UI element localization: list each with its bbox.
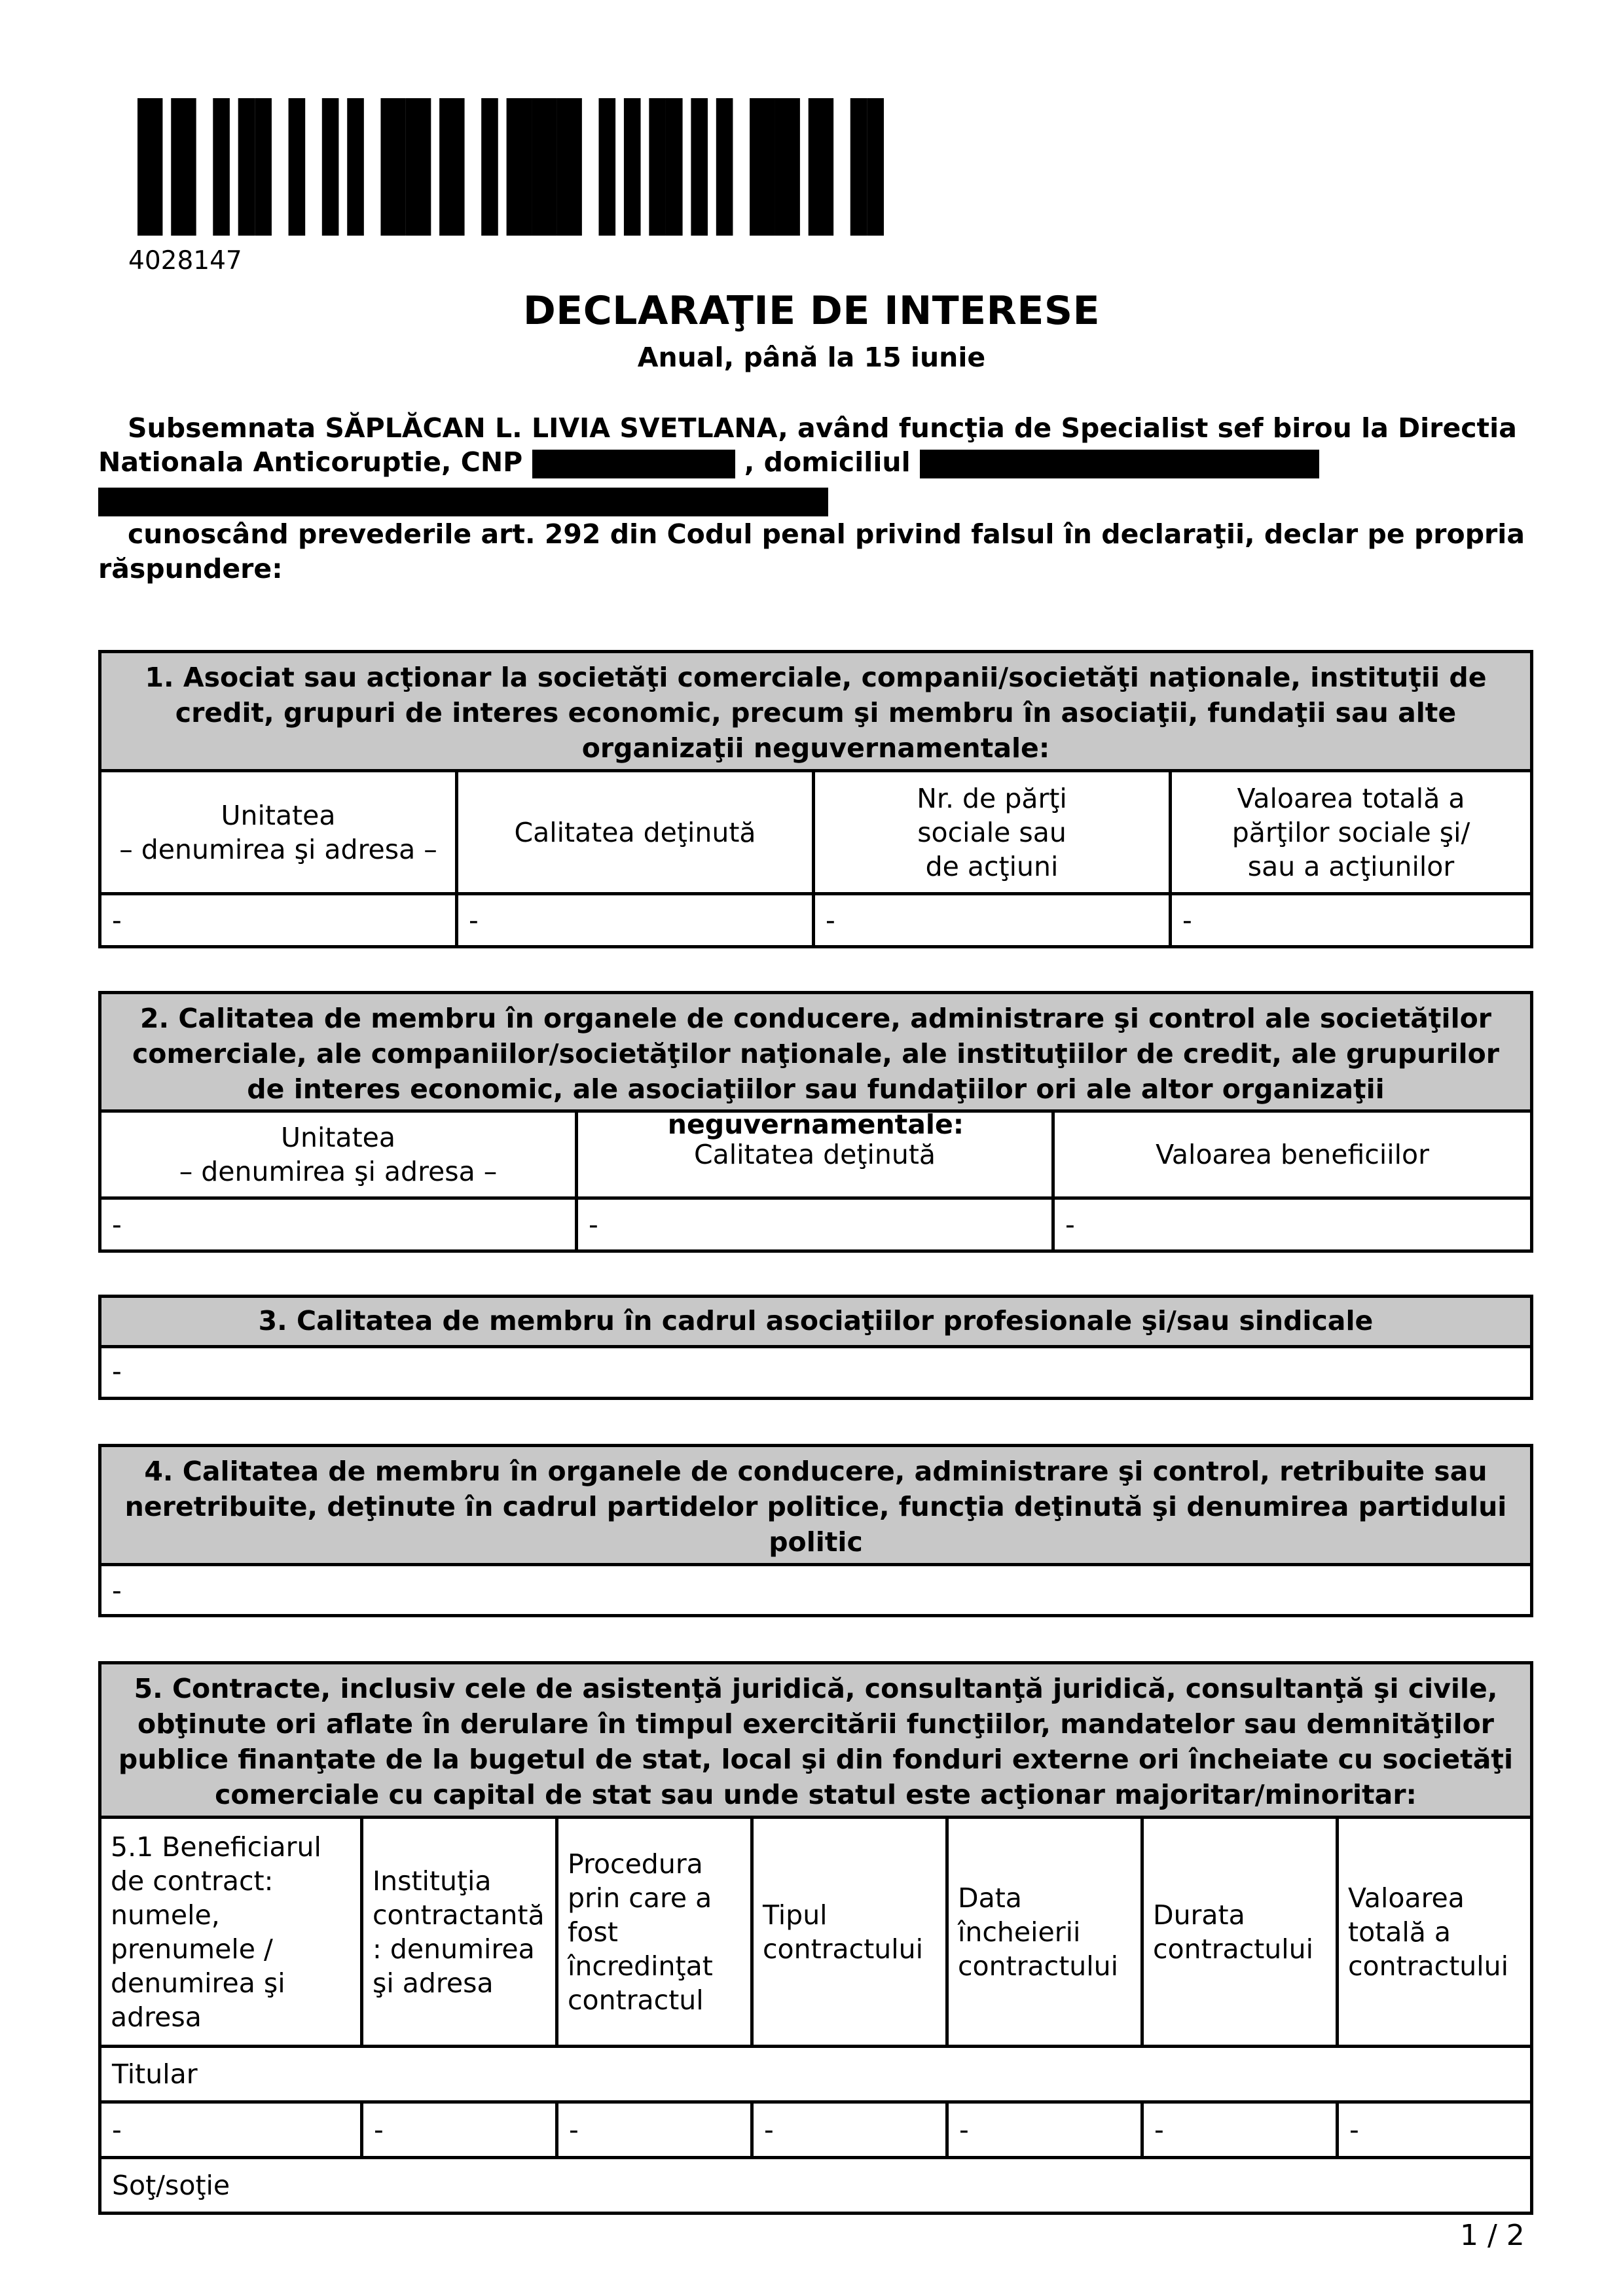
table-row <box>101 1566 1530 1614</box>
section-1-header-row <box>101 772 1530 892</box>
table-cell: - <box>101 895 458 945</box>
section-4-table <box>98 1444 1533 1617</box>
barcode-bar <box>809 98 833 236</box>
section-1-title: 1. Asociat sau acţionar la societăţi comerciale, companii/societăţi naţionale, instituţii de credit, grupuri de interes economic, precum şi membru în asociaţii, fundaţii sau alte organizaţii neguvernamentale: <box>101 653 1530 772</box>
section-2-title: 2. Calitatea de membru în organele de conducere, administrare şi control ale societăţilor comerciale, ale companiilor/societăţilor naţionale, ale instituţiilor de credit, ale grupurilor de interes economic, ale asociaţiilor sau fundaţiilor ori ale altor organizaţii neguvernamentale: <box>101 994 1530 1113</box>
intro-line-4: cunoscând prevederile art. 292 din Codul penal privind falsul în declaraţii, declar pe propria <box>128 518 1525 550</box>
table-cell: - <box>949 2104 1144 2156</box>
table-cell: - <box>558 2104 754 2156</box>
col-tipul: Tipul contractului <box>754 1819 949 2045</box>
col-institutia: Instituţia contractantă : denumirea şi adresa <box>363 1819 558 2045</box>
table-row <box>101 1348 1530 1393</box>
spouse-label: Soţ/soţie <box>112 2170 230 2201</box>
section-4-value: - <box>112 1574 122 1606</box>
section-3-value: - <box>112 1355 122 1387</box>
section-5-header-row <box>101 1819 1530 2045</box>
document-title: DECLARAŢIE DE INTERESE <box>522 288 1101 334</box>
barcode <box>137 98 884 236</box>
table-cell: - <box>1065 1209 1075 1240</box>
table-cell: - <box>363 2104 558 2156</box>
barcode-bar <box>867 98 884 236</box>
table-row <box>101 2100 1530 2156</box>
barcode-bar <box>532 98 556 236</box>
section-3-table <box>98 1295 1533 1400</box>
redacted-address-continued <box>98 488 828 516</box>
barcode-bar <box>213 98 230 236</box>
section-2-header-row <box>101 1113 1530 1196</box>
barcode-bar <box>255 98 272 236</box>
barcode-bar <box>750 98 775 236</box>
col-valoarea-totala: Valoarea totală a contractului <box>1348 1882 1509 1982</box>
col-data: Data încheierii contractului <box>949 1819 1144 2045</box>
barcode-bar <box>380 98 405 236</box>
col-nr-parti: Nr. de părţi sociale sau de acţiuni <box>815 772 1172 892</box>
intro-cnp-label: Nationala Anticoruptie, CNP <box>98 446 523 478</box>
barcode-bar <box>439 98 464 236</box>
barcode-bar <box>556 98 581 236</box>
redacted-cnp <box>532 450 735 478</box>
barcode-number: 4028147 <box>128 246 242 276</box>
table-cell: - <box>754 2104 949 2156</box>
table-cell: - <box>1182 905 1192 936</box>
titular-label: Titular <box>112 2058 198 2090</box>
section-2-table <box>98 991 1533 1253</box>
redacted-address <box>920 450 1319 478</box>
col-unitate: Unitatea – denumirea şi adresa – <box>101 772 458 892</box>
table-cell: - <box>1349 2114 1359 2145</box>
barcode-bar <box>507 98 532 236</box>
col-valoarea-beneficiilor: Valoarea beneficiilor <box>1156 1139 1429 1170</box>
table-cell: - <box>101 2104 363 2156</box>
intro-line-1: Subsemnata SĂPLĂCAN L. LIVIA SVETLANA, având funcţia de Specialist sef birou la Directia <box>128 412 1517 444</box>
barcode-bar <box>775 98 799 236</box>
barcode-bar <box>238 98 255 236</box>
section-5-title: 5. Contracte, inclusiv cele de asistenţă juridică, consultanţă juridică, consultanţă şi civile, obţinute ori aflate în derulare în timpul exercitării funcţiilor, mandatelor sau demnităţilor publice finanţate de la bugetul de stat, local şi din fonduri externe ori încheiate cu societăţi comerciale cu capital de stat sau unde statul este acţionar majoritar/minoritar: <box>101 1664 1530 1819</box>
barcode-bar <box>624 98 641 236</box>
col-calitatea: Calitatea deţinută <box>458 772 815 892</box>
titular-row <box>101 2045 1530 2100</box>
table-cell: - <box>458 895 815 945</box>
barcode-bar <box>691 98 708 236</box>
intro-line-5: răspundere: <box>98 553 283 584</box>
table-row <box>101 892 1530 945</box>
page-number: 1 / 2 <box>1460 2219 1525 2252</box>
barcode-bar <box>171 98 196 236</box>
section-1-table <box>98 650 1533 948</box>
table-cell: - <box>578 1200 1055 1249</box>
barcode-bar <box>649 98 666 236</box>
barcode-bar <box>406 98 431 236</box>
table-cell: - <box>815 895 1172 945</box>
barcode-bar <box>666 98 683 236</box>
barcode-bar <box>716 98 733 236</box>
barcode-bar <box>347 98 364 236</box>
barcode-bar <box>322 98 339 236</box>
section-5-table <box>98 1661 1533 2215</box>
intro-domicile-label: , domiciliul <box>744 446 911 478</box>
col-calitatea: Calitatea deţinută <box>578 1113 1055 1196</box>
section-3-title: 3. Calitatea de membru în cadrul asociaţiilor profesionale şi/sau sindicale <box>101 1298 1530 1348</box>
section-4-title: 4. Calitatea de membru în organele de conducere, administrare şi control, retribuite sau neretribuite, deţinute în cadrul partidelor politice, funcţia deţinută şi denumirea partidului politic <box>101 1447 1530 1566</box>
spouse-row <box>101 2156 1530 2212</box>
barcode-bar <box>137 98 162 236</box>
barcode-bar <box>289 98 306 236</box>
table-cell: - <box>1144 2104 1339 2156</box>
col-valoarea: Valoarea totală a părţilor sociale şi/ sau a acţiunilor <box>1231 782 1470 882</box>
barcode-bar <box>481 98 498 236</box>
table-cell: - <box>101 1200 578 1249</box>
document-subtitle: Anual, până la 15 iunie <box>637 342 986 373</box>
col-durata: Durata contractului <box>1144 1819 1339 2045</box>
table-row <box>101 1196 1530 1249</box>
col-unitate: Unitatea – denumirea şi adresa – <box>101 1113 578 1196</box>
intro-line-2 <box>98 446 1319 478</box>
col-beneficiar: 5.1 Beneficiarul de contract: numele, prenumele / denumirea şi adresa <box>101 1819 363 2045</box>
col-procedura: Procedura prin care a fost încredinţat contractul <box>558 1819 754 2045</box>
barcode-bar <box>850 98 867 236</box>
barcode-bar <box>598 98 615 236</box>
